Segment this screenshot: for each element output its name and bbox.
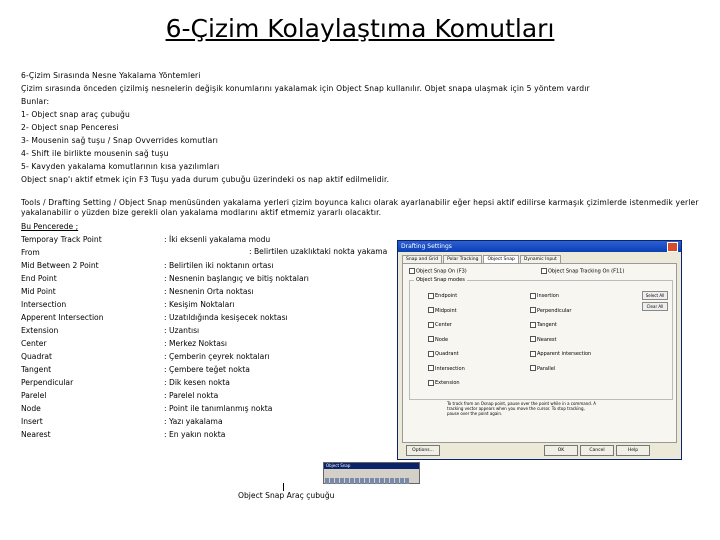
tab-polar-tracking[interactable]: Polar Tracking	[443, 255, 482, 263]
mode-name: Extension	[21, 326, 59, 335]
snap-mode-option[interactable]	[428, 347, 465, 362]
mode-desc: : Kesişim Noktaları	[164, 300, 235, 309]
checkbox-icon	[530, 351, 536, 357]
mode-name: Apperent Intersection	[21, 313, 104, 322]
checkbox-icon	[541, 268, 547, 274]
intro-line: Çizim sırasında önceden çizilmiş nesnelerin değişik konumlarını yakalamak için Object Snap kullanılır. Objet snapa ulaşmak için 5 yöntem vardır	[21, 84, 590, 93]
help-button[interactable]: Help	[616, 445, 650, 456]
option-label: Node	[435, 336, 449, 343]
mode-name: Nearest	[21, 430, 51, 439]
mode-name: Mid Point	[21, 287, 56, 296]
checkbox-label: Object Snap On (F3)	[416, 268, 467, 275]
mode-name: Intersection	[21, 300, 67, 309]
tangent-icon[interactable]	[370, 478, 374, 484]
object-snap-panel	[402, 263, 677, 443]
mode-desc: : Point ile tanımlanmış nokta	[164, 404, 273, 413]
parallel-icon[interactable]	[380, 478, 384, 484]
checkbox-icon	[428, 336, 434, 342]
checkbox-icon	[428, 322, 434, 328]
mode-name: Quadrat	[21, 352, 53, 361]
perpendicular-icon[interactable]	[375, 478, 379, 484]
tab-object-snap[interactable]: Object Snap	[483, 255, 518, 263]
mode-name: Node	[21, 404, 41, 413]
dialog-title: Drafting Settings	[401, 243, 452, 250]
mode-desc: : Parelel nokta	[164, 391, 219, 400]
none-icon[interactable]	[400, 478, 404, 484]
checkbox-icon	[409, 268, 415, 274]
intro-line: 2- Object snap Penceresi	[21, 123, 119, 132]
checkbox-icon	[428, 380, 434, 386]
intro-line: Bunlar:	[21, 97, 50, 106]
snap-mode-option[interactable]	[530, 362, 591, 377]
extension-icon[interactable]	[355, 478, 359, 484]
checkbox-icon	[428, 293, 434, 299]
apparent-intersection-icon[interactable]	[350, 478, 354, 484]
mode-desc: : Nesnenin başlangıç ve bitiş noktaları	[164, 274, 309, 283]
right-mode-column	[530, 289, 591, 376]
page-title: 6-Çizim Kolaylaştıma Komutları	[165, 14, 555, 43]
tab-dynamic-input[interactable]: Dynamic Input	[520, 255, 561, 263]
snap-mode-option[interactable]	[428, 376, 465, 391]
mode-name: Parelel	[21, 391, 47, 400]
mode-name: Perpendicular	[21, 378, 74, 387]
dialog-titlebar	[398, 241, 681, 252]
drafting-settings-dialog	[397, 240, 682, 460]
intro-line: 4- Shift ile birlikte mousenin sağ tuşu	[21, 149, 169, 158]
mode-name: Center	[21, 339, 47, 348]
checkbox-icon	[428, 307, 434, 313]
option-label: Endpoint	[435, 293, 458, 299]
checkbox-icon	[428, 351, 434, 357]
mode-desc: : Yazı yakalama	[164, 417, 223, 426]
mode-desc: : Çembere teğet nokta	[164, 365, 250, 374]
mode-desc: : Dik kesen nokta	[164, 378, 230, 387]
nearest-icon[interactable]	[395, 478, 399, 484]
mode-desc: : Merkez Noktası	[164, 339, 227, 348]
mode-desc: : Belirtilen iki noktanın ortası	[164, 261, 274, 270]
option-label: Parallel	[537, 365, 556, 372]
checkbox-icon	[530, 365, 536, 371]
checkbox-icon	[530, 336, 536, 342]
option-label: Tangent	[537, 322, 557, 328]
mode-desc: : Uzantısı	[164, 326, 200, 335]
subheading: Bu Pencerede ;	[21, 222, 79, 231]
group-title: Object Snap modes	[416, 277, 465, 283]
checkbox-icon	[530, 293, 536, 299]
menu-paragraph: Tools / Drafting Setting / Object Snap menüsünden yakalama yerleri çizim boyunca kalıcı olarak ayarlanabilir eğer hepsi aktif edilirse karmaşık çizimlerde istenmedik yerler yakalanabilir o yüzden bize gerekli olan yakalama modlarını aktif etmemiz yararlı olacaktır.	[21, 198, 699, 217]
center-icon[interactable]	[360, 478, 364, 484]
snap-mode-option[interactable]	[428, 333, 465, 348]
snap-mode-option[interactable]	[530, 289, 591, 304]
insert-icon[interactable]	[385, 478, 389, 484]
checkbox-icon	[530, 322, 536, 328]
snap-mode-option[interactable]	[428, 318, 465, 333]
endpoint-icon[interactable]	[335, 478, 339, 484]
mode-desc: : Uzatıldığında kesişecek noktası	[164, 313, 288, 322]
mode-desc: : İki eksenli yakalama modu	[164, 235, 271, 244]
mode-name: Insert	[21, 417, 43, 426]
snap-mode-option[interactable]	[530, 318, 591, 333]
checkbox-icon	[530, 307, 536, 313]
snap-mode-option[interactable]	[530, 347, 591, 362]
snap-on-toggle[interactable]	[409, 268, 467, 275]
option-label: Insertion	[537, 293, 559, 299]
mode-desc: : En yakın nokta	[164, 430, 226, 439]
mode-name: Temporay Track Point	[21, 235, 102, 244]
temp-track-icon[interactable]	[325, 478, 329, 484]
caption-pointer	[283, 483, 284, 491]
intro-line: Object snap'ı aktif etmek için F3 Tuşu yada durum çubuğu üzerindeki os nap aktif edilmelidir.	[21, 175, 390, 184]
option-label: Apparent intersection	[537, 351, 592, 357]
snap-from-icon[interactable]	[330, 478, 334, 484]
snap-mode-option[interactable]	[428, 289, 465, 304]
intro-line: 6-Çizim Sırasında Nesne Yakalama Yöntemleri	[21, 71, 201, 80]
clear-all-button[interactable]: Clear All	[642, 302, 668, 311]
intro-line: 1- Object snap araç çubuğu	[21, 110, 130, 119]
option-label: Center	[435, 322, 452, 328]
intro-line: 5- Kavyden yakalama komutlarının kısa yazılımları	[21, 162, 220, 171]
toolbar-caption: Object Snap Araç çubuğu	[238, 491, 335, 500]
mode-desc: : Nesnenin Orta noktası	[164, 287, 254, 296]
ok-button[interactable]: OK	[544, 445, 578, 456]
intersection-icon[interactable]	[345, 478, 349, 484]
left-mode-column	[428, 289, 465, 391]
cancel-button[interactable]: Cancel	[580, 445, 614, 456]
option-label: Nearest	[537, 336, 557, 343]
dialog-tabs	[402, 255, 562, 263]
mode-name: End Point	[21, 274, 57, 283]
object-snap-toolbar	[323, 462, 420, 484]
node-icon[interactable]	[390, 478, 394, 484]
option-label: Perpendicular	[537, 307, 572, 314]
snap-mode-option[interactable]	[428, 362, 465, 377]
tracking-note: To track from an Osnap point, pause over the point while in a command. A tracking vector appears when you move the cursor. To stop tracking, pause over the point again.	[447, 401, 597, 416]
quadrant-icon[interactable]	[365, 478, 369, 484]
snap-mode-option[interactable]	[530, 333, 591, 348]
mode-desc: : Çemberin çeyrek noktaları	[164, 352, 270, 361]
select-all-button[interactable]: Select All	[642, 291, 668, 300]
option-label: Quadrant	[435, 351, 459, 357]
option-label: Midpoint	[435, 307, 457, 314]
snap-mode-option[interactable]	[428, 304, 465, 319]
checkbox-label: Object Snap Tracking On (F11)	[548, 268, 625, 275]
close-icon[interactable]	[667, 242, 678, 252]
snap-modes-group	[409, 277, 673, 400]
intro-text	[21, 69, 701, 186]
tracking-on-toggle[interactable]	[541, 268, 624, 275]
mode-name: Mid Between 2 Point	[21, 261, 99, 270]
snap-mode-option[interactable]	[530, 304, 591, 319]
from-description: : Belirtilen uzaklıktaki nokta yakama	[249, 247, 388, 256]
mode-name: Tangent	[21, 365, 52, 374]
options-button[interactable]: Options...	[406, 445, 440, 456]
midpoint-icon[interactable]	[340, 478, 344, 484]
tab-snap-grid[interactable]: Snap and Grid	[402, 255, 442, 263]
toolbar-title: Object Snap	[324, 463, 419, 469]
checkbox-icon	[428, 365, 434, 371]
intro-line: 3- Mousenin sağ tuşu / Snap Ovverrides komutları	[21, 136, 218, 145]
option-label: Extension	[435, 380, 460, 386]
mode-name: From	[21, 248, 40, 257]
option-label: Intersection	[435, 365, 465, 372]
osnap-settings-icon[interactable]	[405, 478, 409, 484]
